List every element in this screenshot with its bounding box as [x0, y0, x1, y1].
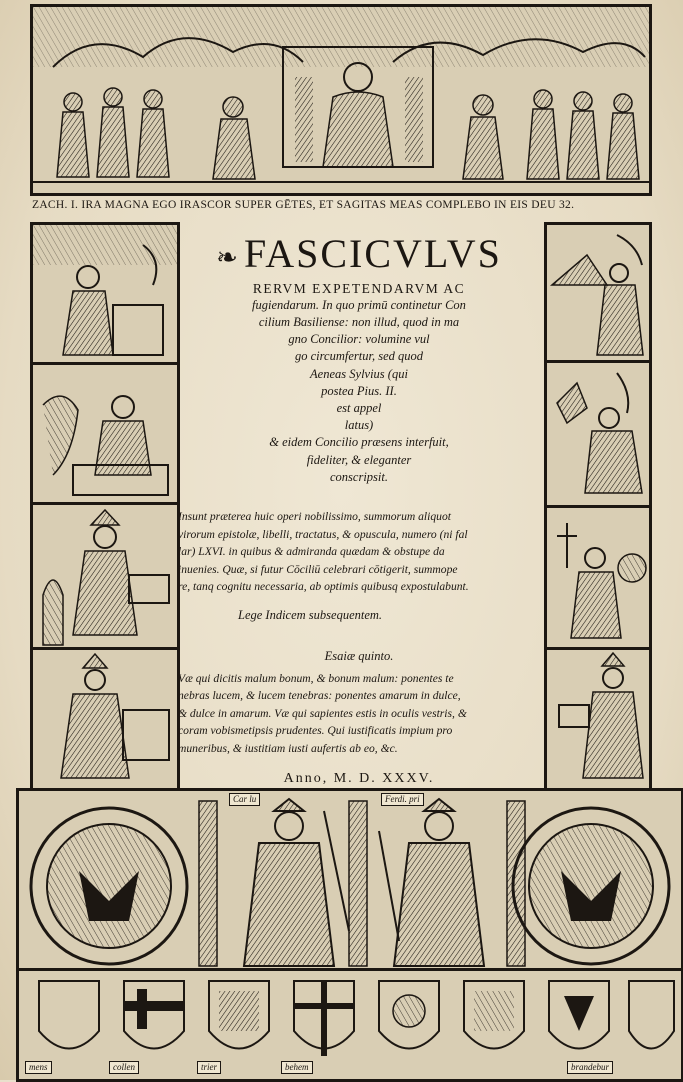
bishop-writing-illustration	[547, 650, 649, 788]
description-line: latus)	[344, 418, 374, 433]
judgement-scene-illustration	[33, 7, 649, 193]
scholar-writing-illustration	[33, 225, 177, 365]
pope-reading-illustration	[33, 505, 177, 650]
fleuron-icon: ❧	[216, 242, 240, 272]
description-line: gno Concilior: volumine vul	[288, 332, 430, 347]
left-woodcut-2	[30, 362, 180, 508]
quote-line: coram vobismetipsis prudentes. Qui iustificatis impium pro	[178, 724, 453, 738]
publication-year: Anno, M. D. XXXV.	[283, 771, 435, 787]
insunt-line: virorum epistolæ, libelli, tractatus, & opuscula, numero (ni fal	[178, 527, 468, 541]
bottom-woodcut-emperors	[16, 788, 683, 974]
quote-line: Væ qui dicitis malum bonum, & bonum malum: ponentes te	[178, 671, 454, 685]
right-woodcut-4	[544, 647, 652, 791]
coats-of-arms-row	[16, 968, 683, 1082]
top-woodcut-judgement	[30, 4, 652, 196]
description-line: & eidem Concilio præsens interfuit,	[269, 435, 449, 450]
left-woodcut-1	[30, 222, 180, 368]
evangelist-with-lion-illustration	[547, 508, 649, 650]
coat-of-arms-label: trier	[197, 1061, 221, 1074]
main-title	[178, 232, 540, 280]
main-title-text: FASCICVLVS	[243, 231, 502, 276]
description-line: fugiendarum. In quo primū continetur Con	[252, 297, 466, 312]
coat-of-arms-label: behem	[281, 1061, 313, 1074]
description-line: conscripsit.	[330, 469, 388, 484]
description-line: est appel	[336, 401, 382, 416]
left-woodcut-3	[30, 502, 180, 653]
evangelist-with-angel-illustration	[547, 225, 649, 363]
coat-of-arms-label: collen	[109, 1061, 139, 1074]
evangelist-with-eagle-illustration	[547, 363, 649, 508]
quote-line: muneribus, & iustitiam iusti aufertis ab eo, &c.	[178, 741, 398, 755]
bishop-at-desk-illustration	[33, 650, 177, 788]
description-line: postea Pius. II.	[321, 383, 397, 398]
title-text-block	[178, 222, 540, 787]
quote-line: & dulce in amarum. Væ qui sapientes estis in oculis vestris, &	[178, 706, 467, 720]
subtitle: RERVM EXPETENDARVM AC	[252, 280, 466, 296]
emperors-with-eagles-illustration	[19, 791, 681, 971]
saint-with-lion-illustration	[33, 365, 177, 505]
insunt-paragraph	[178, 508, 540, 596]
scripture-quote	[178, 670, 540, 758]
description-line: cilium Basiliense: non illud, quod in ma	[258, 315, 460, 330]
quote-line: nebras lucem, & lucem tenebras: ponentes amarum in dulce,	[178, 689, 461, 703]
banner-right-label: Ferdi. pri	[381, 793, 424, 806]
insunt-line: re, tanq cognitu necessaria, ab optimis quibusq expostulabunt.	[178, 580, 469, 594]
index-note: Lege Indicem subsequentem.	[238, 607, 383, 622]
description-line: Aeneas Sylvius (qui	[310, 366, 408, 381]
coat-of-arms-label: mens	[25, 1061, 52, 1074]
insunt-line: inuenies. Quæ, si futur Cōciliū celebrari cōtigerit, summope	[178, 562, 458, 576]
coat-of-arms-label: brandebur	[567, 1061, 613, 1074]
right-woodcut-1	[544, 222, 652, 366]
description-line: fideliter, & eleganter	[306, 452, 412, 467]
insunt-line: Insunt præterea huic operi nobilissimo, summorum aliquot	[178, 510, 451, 524]
motto-banner: ZACH. I. IRA MAGNA EGO IRASCOR SUPER GĒTES, ET SAGITAS MEAS COMPLEBO IN EIS DEU 32.	[32, 193, 650, 215]
banner-left-label: Car lu	[229, 793, 260, 806]
right-woodcut-2	[544, 360, 652, 511]
insunt-line: lar) LXVI. in quibus & admiranda quædam & obstupe da	[178, 545, 445, 559]
right-woodcut-3	[544, 505, 652, 653]
description-line: go circumfertur, sed quod	[295, 349, 423, 364]
scripture-reference: Esaiæ quinto.	[324, 648, 394, 663]
description	[178, 297, 540, 486]
left-woodcut-4	[30, 647, 180, 791]
